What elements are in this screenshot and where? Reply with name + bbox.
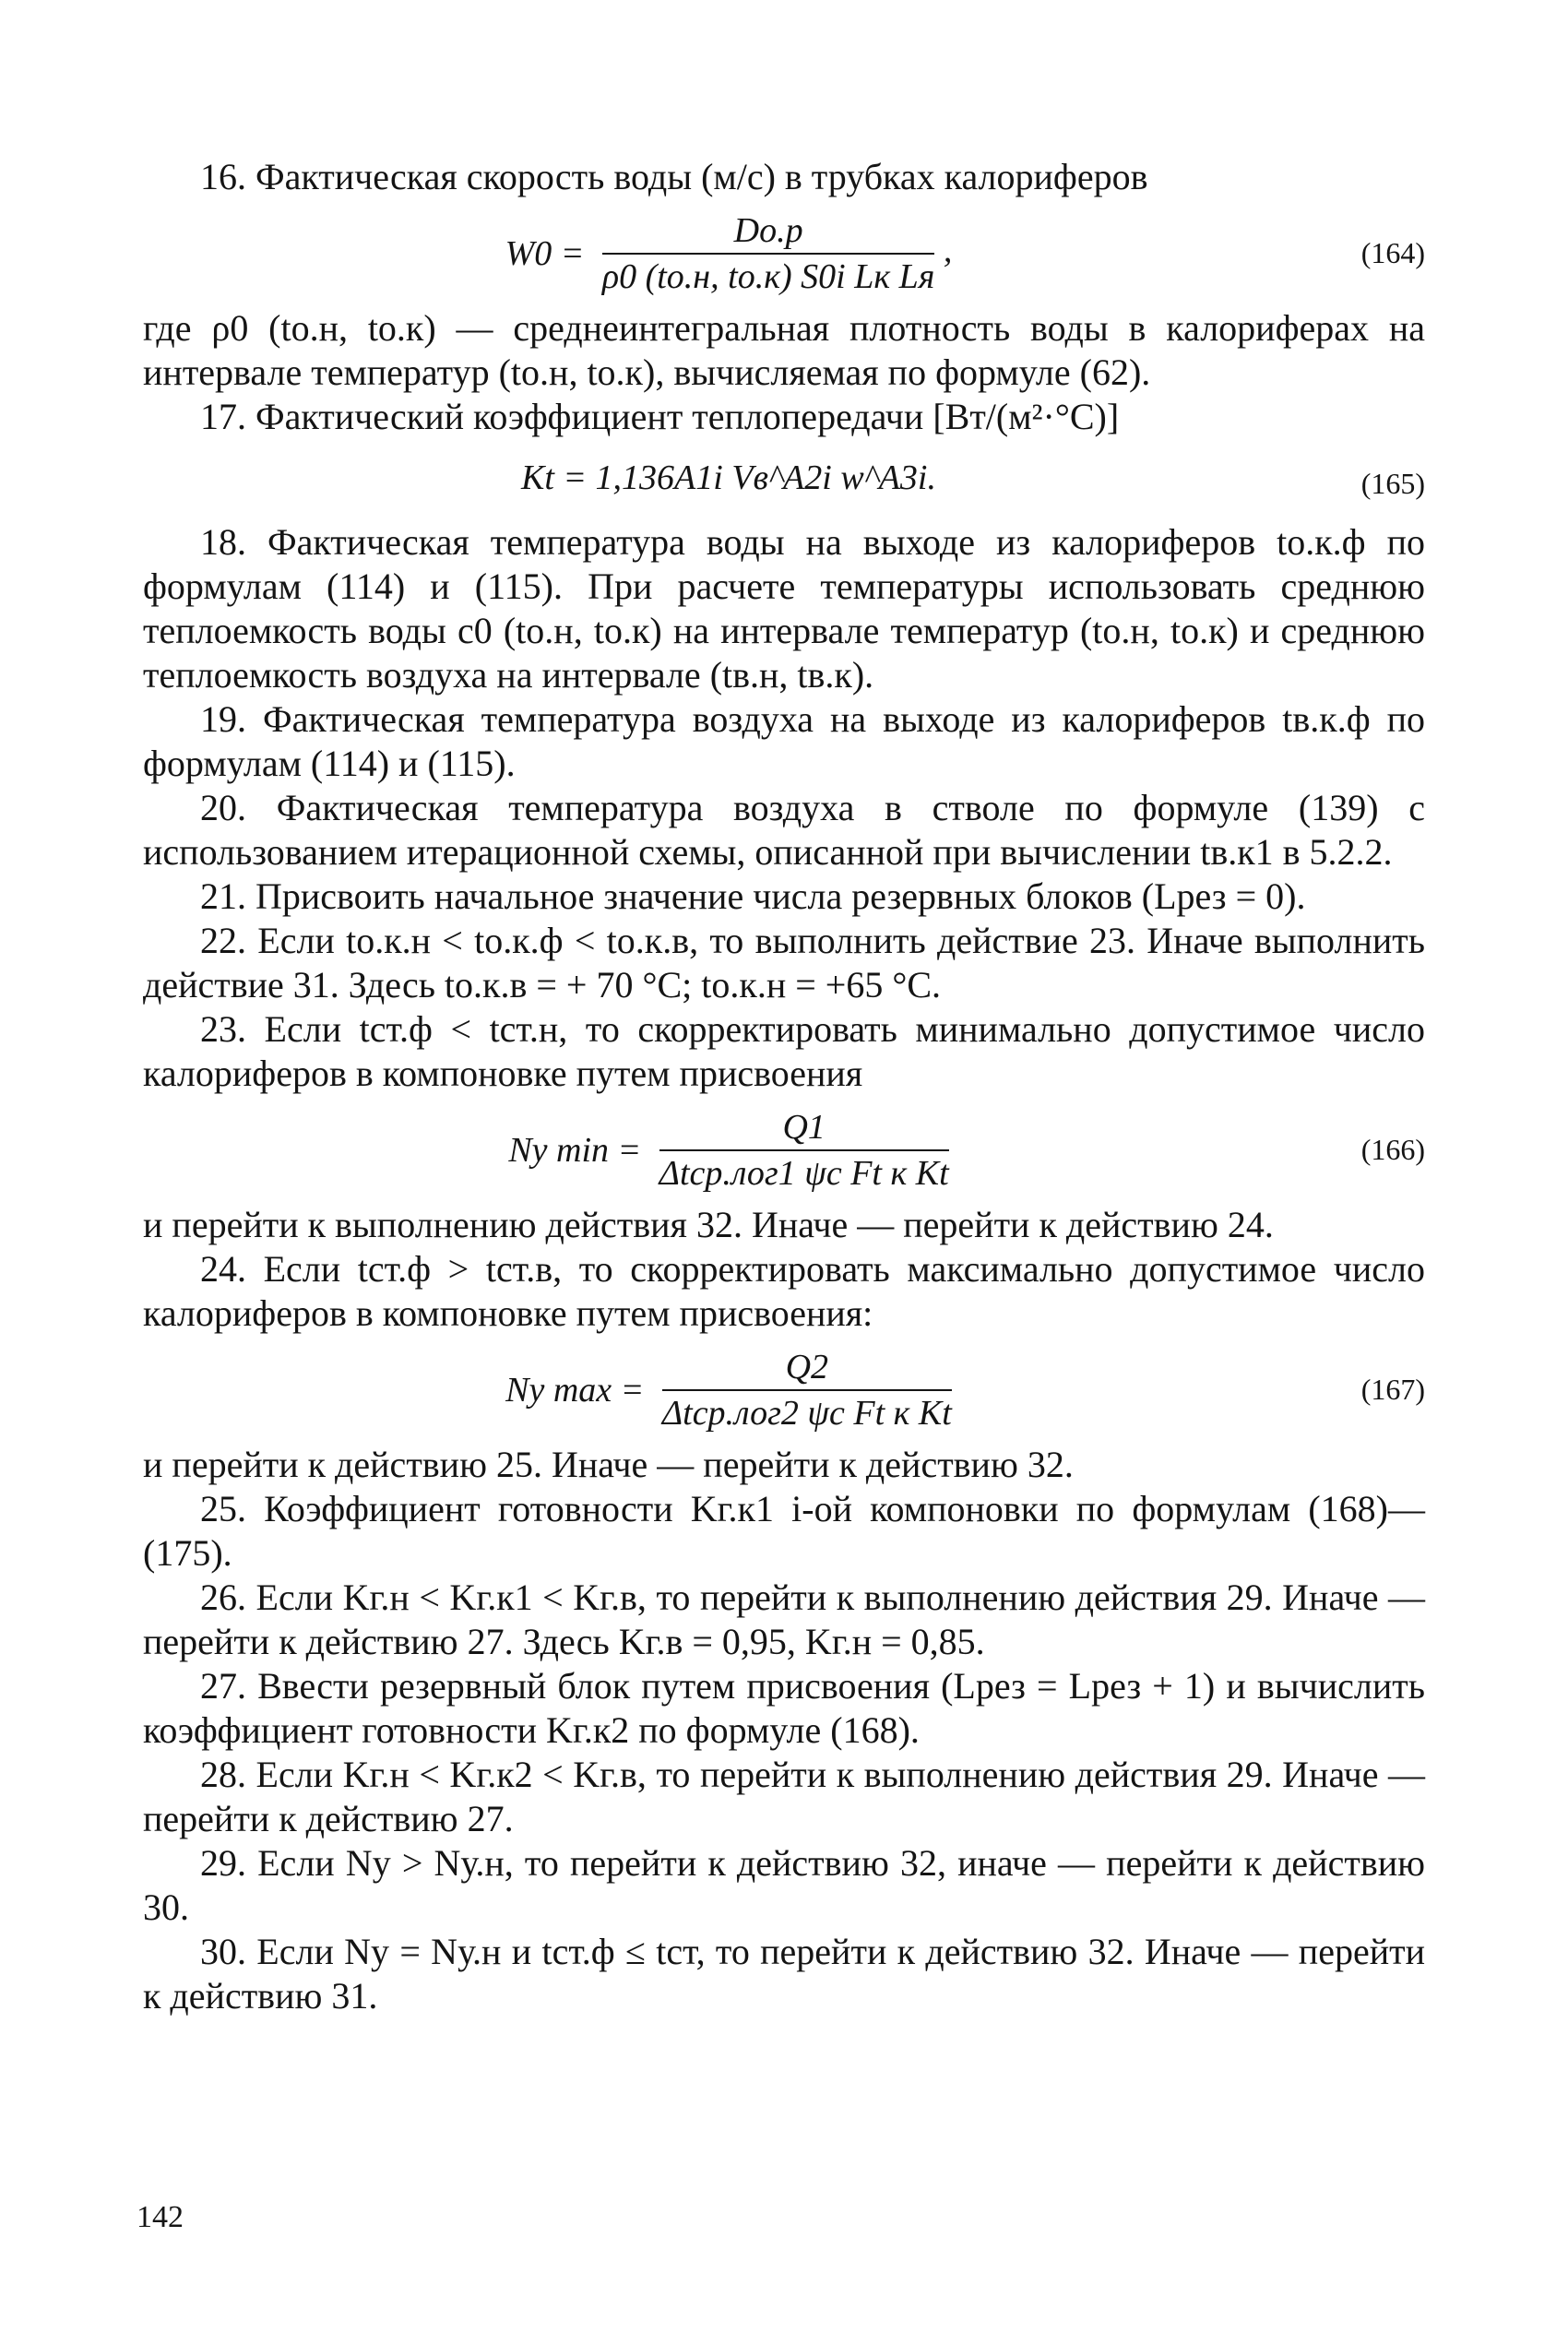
paragraph-24: 24. Если tст.ф > tст.в, то скорректировать максимально допустимое число калориферов в компоновке путем присвоения:: [143, 1248, 1425, 1334]
formula-164-number: (164): [1360, 236, 1425, 269]
formula-167-number: (167): [1360, 1373, 1425, 1406]
formula-166-number: (166): [1360, 1133, 1425, 1166]
paragraph-18: 18. Фактическая температура воды на выходе из калориферов tо.к.ф по формулам (114) и (115). При расчете температуры использовать среднюю теплоемкость воды c0 (tо.н, tо.к) на интервале температур (tо.н, tо.к) и среднюю теплоемкость воздуха на интервале (tв.н, tв.к).: [143, 521, 1425, 696]
formula-164-denominator: ρ0 (tо.н, tо.к) S0i Lк Lя: [601, 257, 935, 296]
formula-167-lhs: Nу max =: [505, 1371, 645, 1410]
formula-166-denominator: Δtср.лог1 ψc Ft к Kt: [659, 1154, 949, 1193]
formula-166-numerator: Q1: [659, 1107, 949, 1151]
formula-165-expression: Kt = 1,136A1i Vв^A2i w^A3i.: [521, 458, 936, 497]
paragraph-30: 30. Если Nу = Nу.н и tст.ф ≤ tст, то перейти к действию 32. Иначе — перейти к действию 31.: [143, 1931, 1425, 2017]
paragraph-16: 16. Фактическая скорость воды (м/с) в трубках калориферов: [200, 156, 1148, 197]
formula-166-lhs: Nу min =: [508, 1131, 642, 1170]
formula-164-lhs: W0 =: [505, 234, 585, 273]
paragraph-25: 25. Коэффициент готовности Kг.к1 i-ой компоновки по формулам (168)—(175).: [143, 1488, 1425, 1574]
paragraph-20: 20. Фактическая температура воздуха в стволе по формуле (139) с использованием итерационной схемы, описанной при вычислении tв.к1 в 5.2.2.: [143, 787, 1425, 873]
formula-164-trail: ,: [943, 231, 953, 270]
formula-164: [143, 210, 1425, 296]
paragraph-17: 17. Фактический коэффициент теплопередачи [Вт/(м²·°С)]: [200, 396, 1120, 437]
paragraph-19: 19. Фактическая температура воздуха на выходе из калориферов tв.к.ф по формулам (114) и (115).: [143, 698, 1425, 784]
formula-167-denominator: Δtср.лог2 ψc Ft к Kt: [661, 1394, 952, 1433]
paragraph-22: 22. Если tо.к.н < tо.к.ф < tо.к.в, то выполнить действие 23. Иначе выполнить действие 31. Здесь tо.к.в = + 70 °C; tо.к.н = +65 °C.: [143, 920, 1425, 1005]
formula-165-number: (165): [1360, 467, 1425, 500]
paragraph-28: 28. Если Kг.н < Kг.к2 < Kг.в, то перейти к выполнению действия 29. Иначе — перейти к действию 27.: [143, 1754, 1425, 1839]
formula-167-numerator: Q2: [662, 1347, 952, 1391]
paragraph-26: 26. Если Kг.н < Kг.к1 < Kг.в, то перейти к выполнению действия 29. Иначе — перейти к действию 27. Здесь Kг.в = 0,95, Kг.н = 0,85.: [143, 1576, 1425, 1662]
paragraph-21: 21. Присвоить начальное значение числа резервных блоков (Lрез = 0).: [200, 875, 1306, 917]
paragraph-27: 27. Ввести резервный блок путем присвоения (Lрез = Lрез + 1) и вычислить коэффициент готовности Kг.к2 по формуле (168).: [143, 1665, 1425, 1751]
formula-165: [143, 450, 1425, 506]
text-column: [143, 155, 1425, 2018]
formula-167: [143, 1347, 1425, 1433]
paragraph-23-continuation: и перейти к выполнению действия 32. Иначе — перейти к действию 24.: [143, 1204, 1274, 1245]
paragraph-23: 23. Если tст.ф < tст.н, то скорректировать минимально допустимое число калориферов в компоновке путем присвоения: [143, 1008, 1425, 1094]
paragraph-29: 29. Если Nу > Nу.н, то перейти к действию 32, иначе — перейти к действию 30.: [143, 1842, 1425, 1928]
paragraph-24-continuation: и перейти к действию 25. Иначе — перейти к действию 32.: [143, 1444, 1074, 1485]
page-number: 142: [137, 2200, 184, 2234]
paragraph-rho-definition: где ρ0 (tо.н, tо.к) — среднеинтегральная плотность воды в калориферах на интервале температур (tо.н, tо.к), вычисляемая по формуле (62).: [143, 307, 1425, 393]
formula-166: [143, 1107, 1425, 1193]
formula-164-numerator: Dо.р: [602, 210, 935, 255]
